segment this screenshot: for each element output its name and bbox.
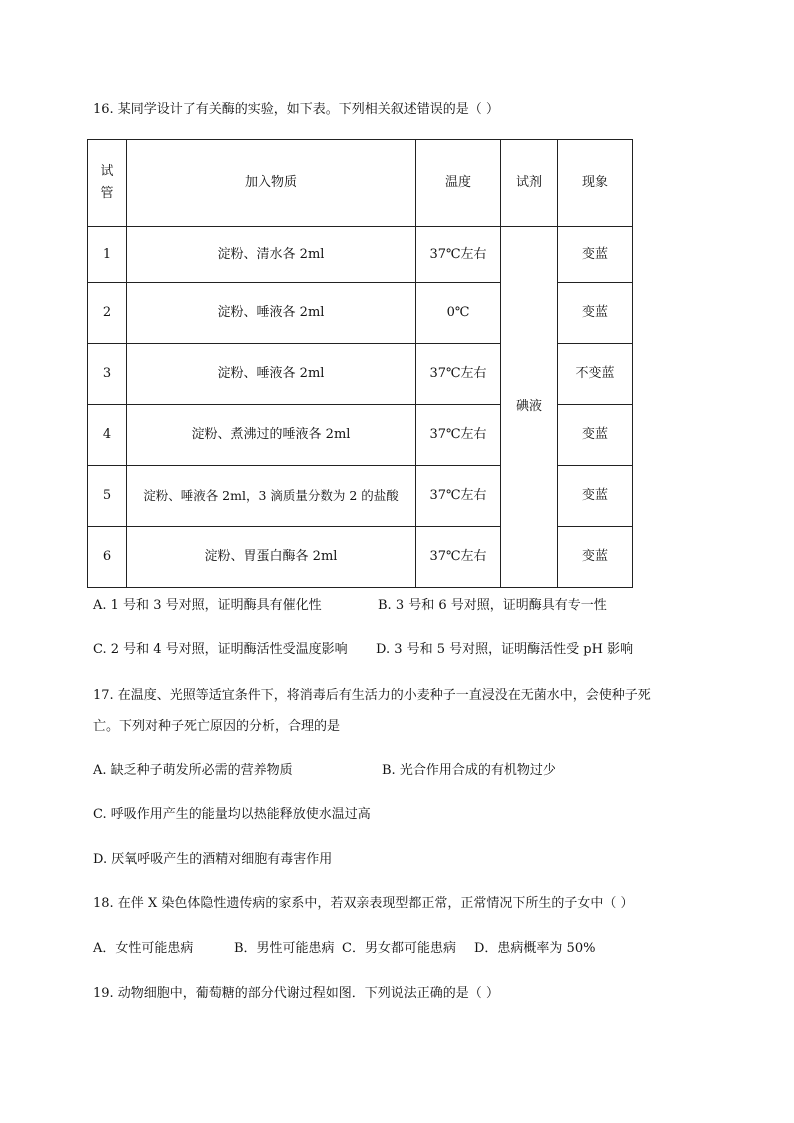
- table-header-row: [88, 140, 633, 227]
- q17-option-b[interactable]: B. 光合作用合成的有机物过少: [382, 763, 556, 778]
- result-cell: 变蓝: [558, 405, 633, 466]
- q16-option-b[interactable]: B. 3 号和 6 号对照，证明酶具有专一性: [378, 598, 607, 613]
- result-cell: 变蓝: [558, 466, 633, 527]
- tube-number: 4: [88, 405, 127, 466]
- tube-number: 1: [88, 227, 127, 283]
- temperature-cell: 37℃左右: [416, 405, 501, 466]
- header-phenomenon: 现象: [558, 140, 633, 227]
- result-cell: 不变蓝: [558, 344, 633, 405]
- q18-option-d[interactable]: D．患病概率为 50%: [474, 941, 596, 956]
- temperature-cell: 37℃左右: [416, 344, 501, 405]
- q16-option-a[interactable]: A. 1 号和 3 号对照，证明酶具有催化性: [93, 598, 322, 613]
- header-temperature: 温度: [416, 140, 501, 227]
- q18-option-a[interactable]: A．女性可能患病: [93, 941, 194, 956]
- q19-stem: 19. 动物细胞中，葡萄糖的部分代谢过程如图．下列说法正确的是（ ）: [93, 986, 499, 1001]
- temperature-cell: 37℃左右: [416, 227, 501, 283]
- substance-cell: 淀粉、煮沸过的唾液各 2ml: [127, 405, 416, 466]
- substance-cell: 淀粉、清水各 2ml: [127, 227, 416, 283]
- header-tube: [88, 140, 127, 227]
- header-reagent: 试剂: [501, 140, 558, 227]
- q18-option-c[interactable]: C．男女都可能患病: [342, 941, 456, 956]
- q17-stem-line2: 亡。下列对种子死亡原因的分析，合理的是: [93, 719, 341, 734]
- temperature-cell: 37℃左右: [416, 527, 501, 588]
- substance-cell: 淀粉、唾液各 2ml: [127, 283, 416, 344]
- q17-option-d[interactable]: D. 厌氧呼吸产生的酒精对细胞有毒害作用: [93, 852, 333, 867]
- header-tube-line2: 管: [100, 186, 114, 201]
- result-cell: 变蓝: [558, 527, 633, 588]
- reagent-cell: 碘液: [501, 227, 558, 588]
- substance-cell: 淀粉、胃蛋白酶各 2ml: [127, 527, 416, 588]
- experiment-table: [87, 139, 633, 588]
- q18-option-b[interactable]: B．男性可能患病: [234, 941, 335, 956]
- q17-stem-line1: 17. 在温度、光照等适宜条件下，将消毒后有生活力的小麦种子一直浸没在无菌水中，会使种子死: [93, 688, 651, 703]
- temperature-cell: 0℃: [416, 283, 501, 344]
- q16-stem: 16. 某同学设计了有关酶的实验，如下表。下列相关叙述错误的是（ ）: [93, 102, 499, 117]
- temperature-cell: 37℃左右: [416, 466, 501, 527]
- q16-option-d[interactable]: D. 3 号和 5 号对照，证明酶活性受 pH 影响: [376, 642, 634, 657]
- substance-cell: 淀粉、唾液各 2ml，3 滴质量分数为 2 的盐酸: [127, 466, 416, 527]
- table-row: [88, 227, 633, 283]
- header-substance: 加入物质: [127, 140, 416, 227]
- result-cell: 变蓝: [558, 283, 633, 344]
- q17-option-c[interactable]: C. 呼吸作用产生的能量均以热能释放使水温过高: [93, 807, 371, 822]
- tube-number: 2: [88, 283, 127, 344]
- tube-number: 5: [88, 466, 127, 527]
- q18-stem: 18. 在伴 X 染色体隐性遗传病的家系中，若双亲表现型都正常，正常情况下所生的子女中（ ）: [93, 896, 634, 911]
- tube-number: 6: [88, 527, 127, 588]
- substance-cell: 淀粉、唾液各 2ml: [127, 344, 416, 405]
- q16-option-c[interactable]: C. 2 号和 4 号对照，证明酶活性受温度影响: [93, 642, 348, 657]
- tube-number: 3: [88, 344, 127, 405]
- result-cell: 变蓝: [558, 227, 633, 283]
- header-tube-line1: 试: [100, 164, 114, 179]
- q17-option-a[interactable]: A. 缺乏种子萌发所必需的营养物质: [93, 763, 293, 778]
